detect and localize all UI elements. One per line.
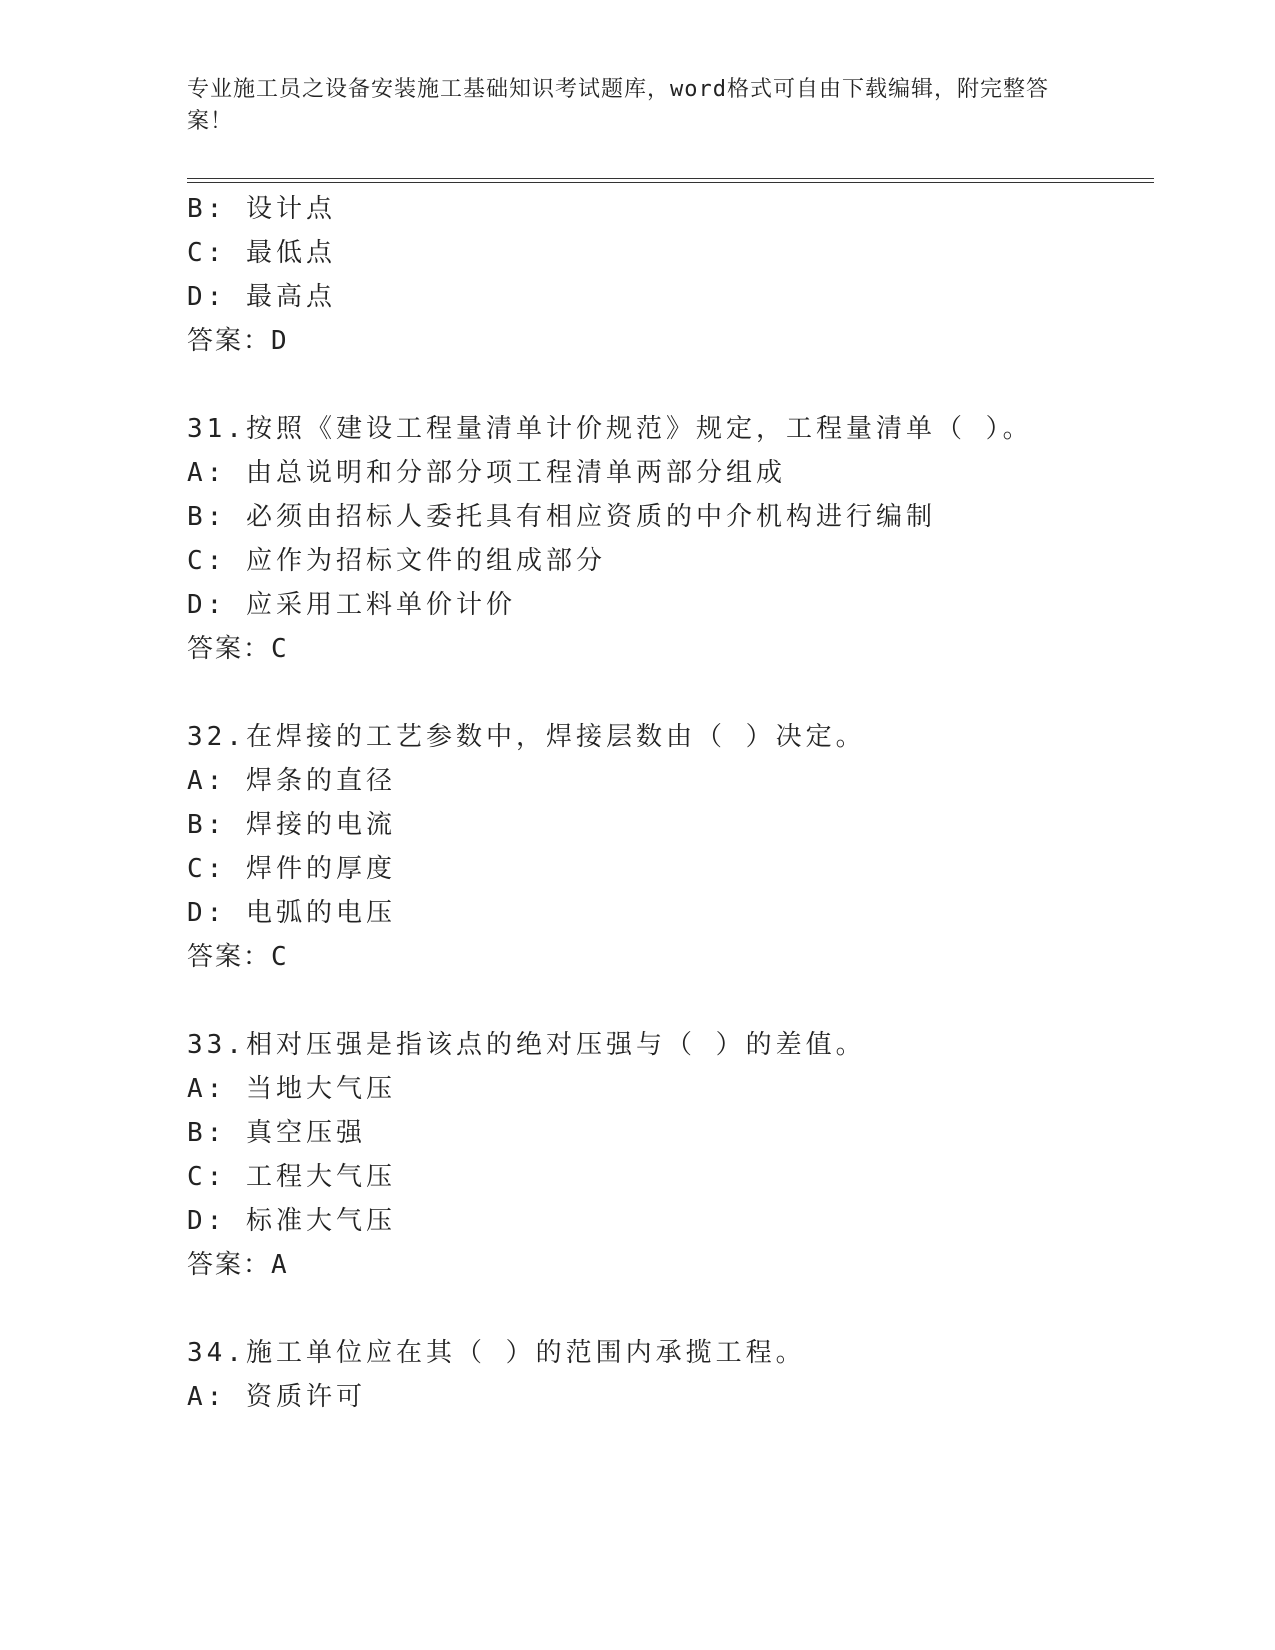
header-divider-top	[187, 178, 1154, 179]
header-divider-bottom	[187, 182, 1154, 183]
option-c: C: 最低点	[187, 238, 336, 268]
option-c: C: 工程大气压	[187, 1162, 396, 1192]
question-33: 33.相对压强是指该点的绝对压强与（ ）的差值。	[187, 1030, 866, 1060]
question-34: 34.施工单位应在其（ ）的范围内承揽工程。	[187, 1338, 806, 1368]
option-c: C: 应作为招标文件的组成部分	[187, 546, 606, 576]
option-d: D: 标准大气压	[187, 1206, 396, 1236]
question-31: 31.按照《建设工程量清单计价规范》规定，工程量清单（ ）。	[187, 414, 1033, 444]
option-b: B: 真空压强	[187, 1118, 366, 1148]
document-header: 专业施工员之设备安装施工基础知识考试题库，word格式可自由下载编辑，附完整答案！	[187, 77, 1049, 134]
option-a: A: 资质许可	[187, 1382, 366, 1412]
option-b: B: 必须由招标人委托具有相应资质的中介机构进行编制	[187, 502, 936, 532]
option-a: A: 由总说明和分部分项工程清单两部分组成	[187, 458, 786, 488]
option-a: A: 当地大气压	[187, 1074, 396, 1104]
answer-line: 答案：A	[187, 1250, 289, 1280]
option-d: D: 应采用工料单价计价	[187, 590, 516, 620]
answer-line: 答案：C	[187, 942, 289, 972]
answer-line: 答案：C	[187, 634, 289, 664]
option-b: B: 焊接的电流	[187, 810, 396, 840]
option-b: B: 设计点	[187, 194, 336, 224]
option-c: C: 焊件的厚度	[187, 854, 396, 884]
option-a: A: 焊条的直径	[187, 766, 396, 796]
answer-line: 答案：D	[187, 326, 289, 356]
option-d: D: 电弧的电压	[187, 898, 396, 928]
question-32: 32.在焊接的工艺参数中，焊接层数由（ ）决定。	[187, 722, 866, 752]
option-d: D: 最高点	[187, 282, 336, 312]
